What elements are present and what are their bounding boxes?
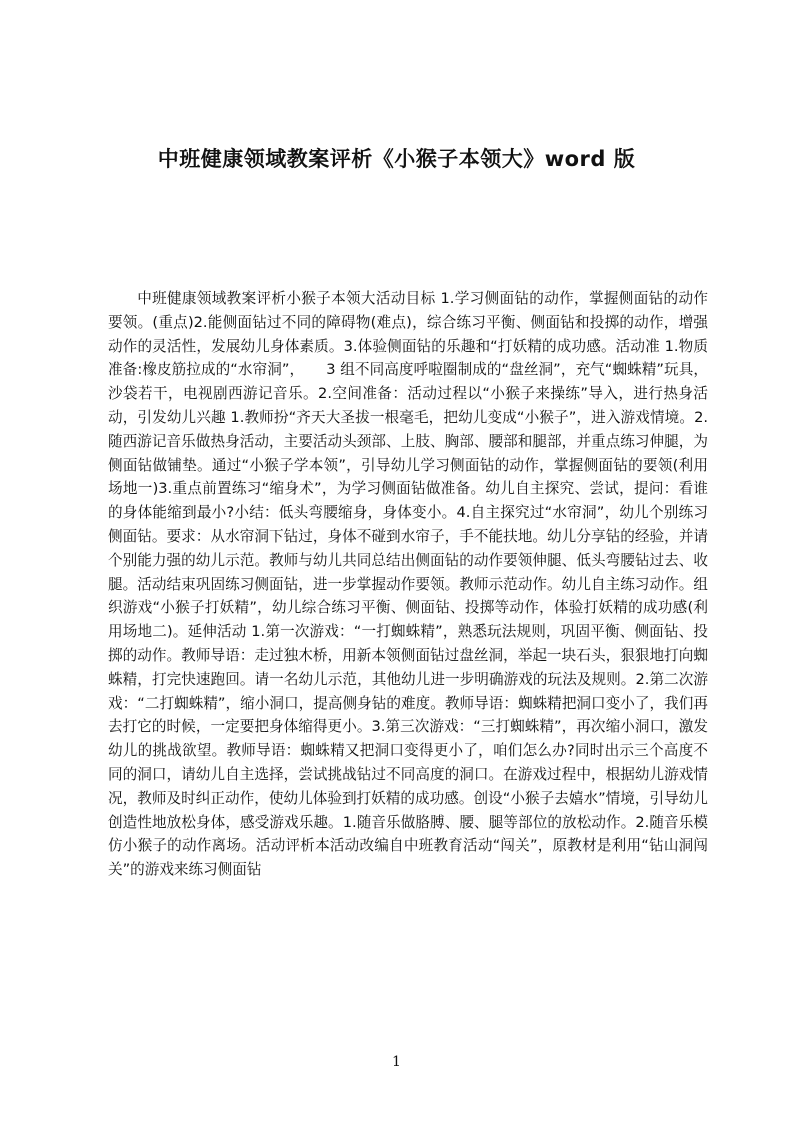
page-number: 1 — [392, 1054, 401, 1070]
document-body-paragraph: 中班健康领域教案评析小猴子本领大活动目标 1.学习侧面钻的动作，掌握侧面钻的动作要领。(重点)2.能侧面钻过不同的障碍物(难点)，综合练习平衡、侧面钻和投掷的动作，增强动作的灵活性，发展幼儿身体素质。3.体验侧面钻的乐趣和“打妖精的成功感。活动准 1.物质准备:橡皮筋拉成的“水帘洞”， 3 组不同高度呼啦圈制成的“盘丝洞”，充气“蜘蛛精”玩具，沙袋若干，电视剧西游记音乐。2.空间准备：活动过程以“小猴子来操练”导入，进行热身活动，引发幼儿兴趣 1.教师扮“齐天大圣拔一根毫毛，把幼儿变成“小猴子”，进入游戏情境。2.随西游记音乐做热身活动，主要活动头颈部、上肢、胸部、腰部和腿部，并重点练习伸腿，为侧面钻做铺垫。通过“小猴子学本领”，引导幼儿学习侧面钻的动作，掌握侧面钻的要领(利用场地一)3.重点前置练习“缩身术”，为学习侧面钻做准备。幼儿自主探究、尝试，提问：看谁的身体能缩到最小?小结：低头弯腰缩身，身体变小。4.自主探究过“水帘洞”，幼儿个别练习侧面钻。要求：从水帘洞下钻过，身体不碰到水帘子，手不能扶地。幼儿分享钻的经验，并请个别能力强的幼儿示范。教师与幼儿共同总结出侧面钻的动作要领伸腿、低头弯腰钻过去、收腿。活动结束巩固练习侧面钻，进一步掌握动作要领。教师示范动作。幼儿自主练习动作。组织游戏“小猴子打妖精”，幼儿综合练习平衡、侧面钻、投掷等动作，体验打妖精的成功感(利用场地二)。延伸活动 1.第一次游戏：“一打蜘蛛精”，熟悉玩法规则，巩固平衡、侧面钻、投掷的动作。教师导语：走过独木桥，用新本领侧面钻过盘丝洞，举起一块石头，狠狠地打向蜘蛛精，打完快速跑回。请一名幼儿示范，其他幼儿进一步明确游戏的玩法及规则。2.第二次游戏：“二打蜘蛛精”，缩小洞口，提高侧身钻的难度。教师导语：蜘蛛精把洞口变小了，我们再去打它的时候，一定要把身体缩得更小。3.第三次游戏：“三打蜘蛛精”，再次缩小洞口，激发幼儿的挑战欲望。教师导语：蜘蛛精又把洞口变得更小了，咱们怎么办?同时出示三个高度不同的洞口，请幼儿自主选择，尝试挑战钻过不同高度的洞口。在游戏过程中，根据幼儿游戏情况，教师及时纠正动作，使幼儿体验到打妖精的成功感。创设“小猴子去嬉水”情境，引导幼儿创造性地放松身体，感受游戏乐趣。1.随音乐做胳膊、腰、腿等部位的放松动作。2.随音乐模仿小猴子的动作离场。活动评析本活动改编自中班教育活动“闯关”，原教材是利用“钻山洞闯关”的游戏来练习侧面钻 — [108, 290, 708, 879]
document-title: 中班健康领域教案评析《小猴子本领大》word 版 — [157, 147, 636, 171]
